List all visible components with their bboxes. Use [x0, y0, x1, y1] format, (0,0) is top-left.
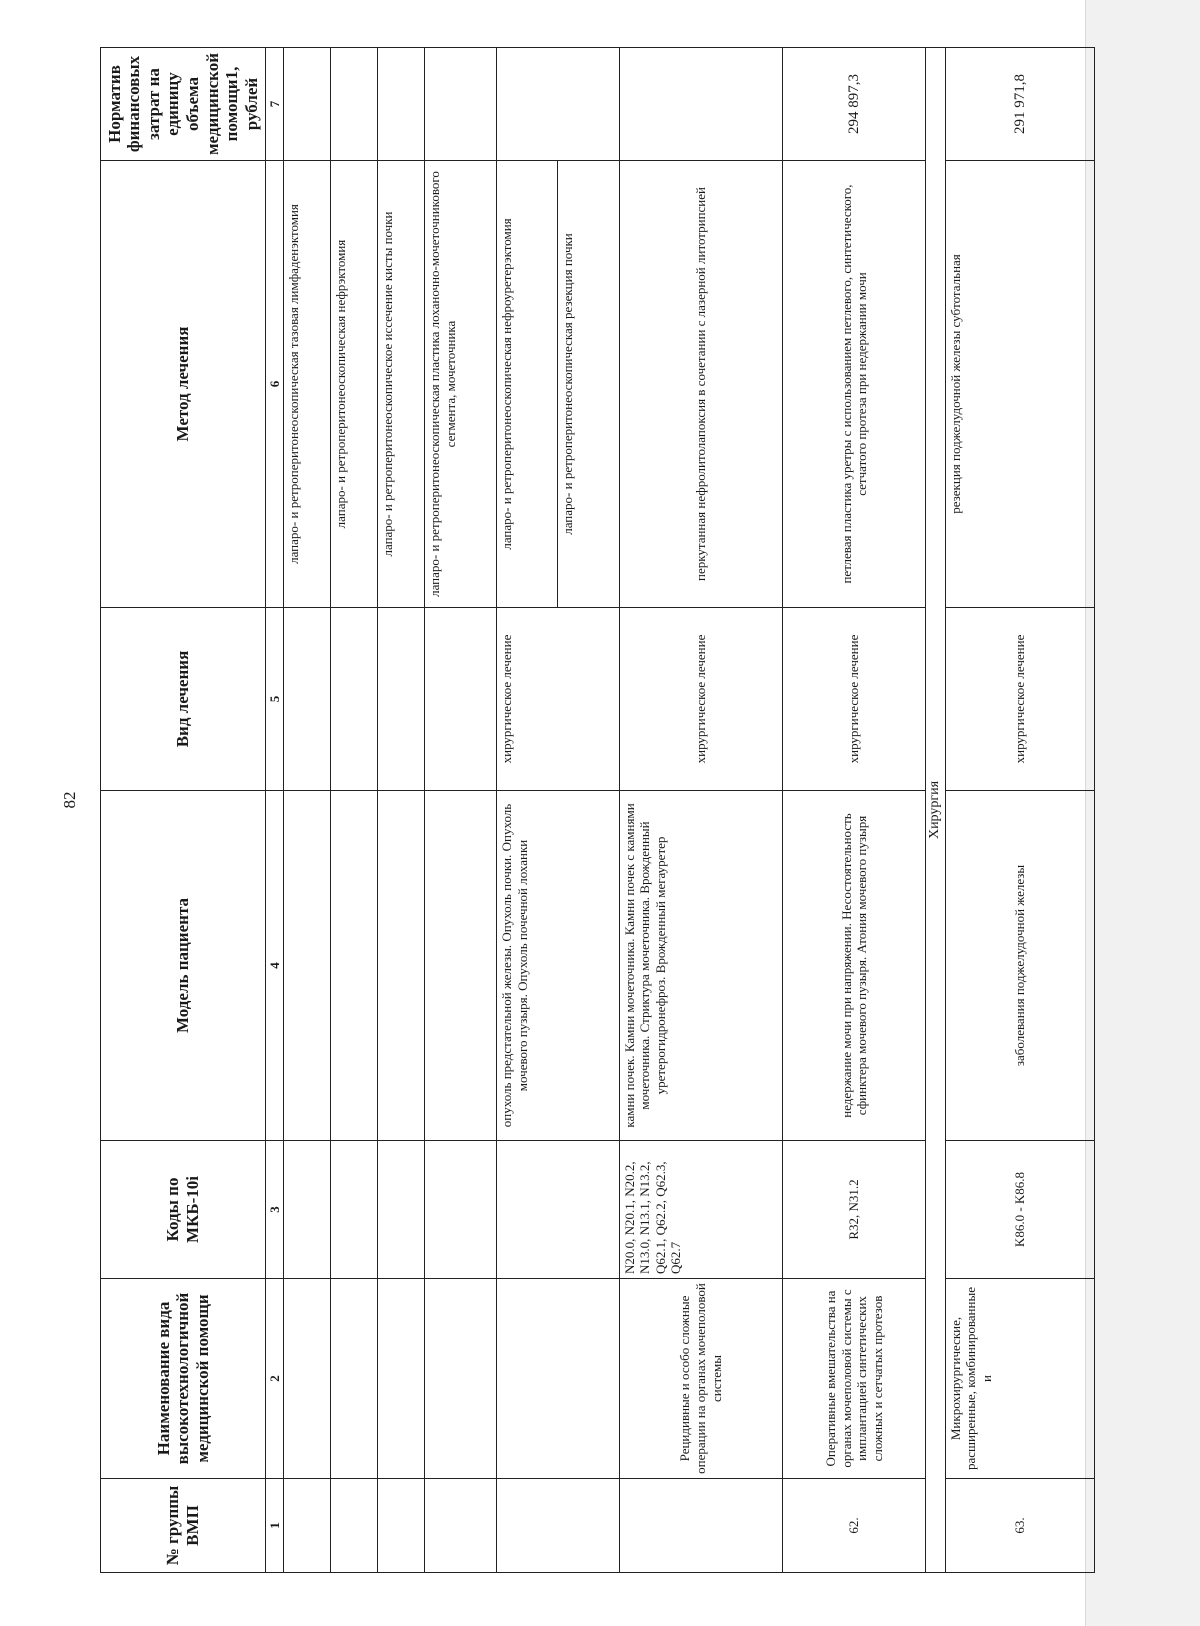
table-row	[378, 48, 425, 1573]
group-number-cell: 63.	[945, 1479, 1094, 1573]
method-cell: резекция поджелудочной железы субтотальная	[945, 161, 1094, 608]
header-row	[101, 48, 266, 1573]
vmp-table	[100, 47, 1095, 1573]
header-vmp-name: Наименование вида высокотехнологичной медицинской помощи	[101, 1279, 266, 1479]
page-number: 82	[60, 791, 79, 809]
patient-model-cell: опухоль предстательной железы. Опухоль почки. Опухоль мочевого пузыря. Опухоль почечной лоханки	[496, 791, 619, 1141]
treatment-type-cell: хирургическое лечение	[945, 608, 1094, 791]
vmp-name-cell: Микрохирургические, расширенные, комбинированные и	[945, 1279, 1094, 1479]
icd-codes-cell: K86.0 - K86.8	[945, 1141, 1094, 1279]
column-number: 6	[265, 161, 283, 608]
method-cell: лапаро- и ретроперитонеоскопическая нефроуретерэктомия	[496, 161, 557, 608]
patient-model-cell: камни почек. Камни мочеточника. Камни почек с камнями мочеточника. Стриктура мочеточника. Врожденный уретерогидронефроз. Врожденный мегауретер	[619, 791, 783, 1141]
patient-model-cell: заболевания поджелудочной железы	[945, 791, 1094, 1141]
header-cost-norm: Норматив финансовых затрат на единицу объема медицинской помощи1, рублей	[101, 48, 266, 161]
table-row	[331, 48, 378, 1573]
header-group-number: № группы ВМП	[101, 1479, 266, 1573]
method-cell: лапаро- и ретроперитонеоскопическая нефрэктомия	[331, 161, 378, 608]
treatment-type-cell: хирургическое лечение	[783, 608, 926, 791]
scan-margin	[1085, 0, 1200, 1626]
table-row-62	[783, 48, 926, 1573]
column-number-row	[265, 48, 283, 1573]
method-cell: лапаро- и ретроперитонеоскопическая резекция почки	[558, 161, 619, 608]
cost-cell: 294 897,3	[783, 48, 926, 161]
icd-codes-cell: N20.0, N20.1, N20.2, N13.0, N13.1, N13.2, Q62.1, Q62.2, Q62.3, Q62.7	[619, 1141, 783, 1279]
vmp-name-cell: Оперативные вмешательства на органах мочеполовой системы с имплантацией синтетических сложных и сетчатых протезов	[783, 1279, 926, 1479]
section-row	[926, 48, 945, 1573]
header-patient-model: Модель пациента	[101, 791, 266, 1141]
column-number: 7	[265, 48, 283, 161]
method-cell: лапаро- и ретроперитонеоскопическая тазовая лимфаденэктомия	[284, 161, 331, 608]
header-icd-codes: Коды по МКБ-10i	[101, 1141, 266, 1279]
method-cell: лапаро- и ретроперитонеоскопическое иссечение кисты почки	[378, 161, 425, 608]
method-cell: петлевая пластика уретры с использованием петлевого, синтетического, сетчатого протеза при недержании мочи	[783, 161, 926, 608]
rotated-table-wrapper	[100, 48, 1095, 1573]
column-number: 3	[265, 1141, 283, 1279]
table-row-63	[945, 48, 1094, 1573]
group-number-cell: 62.	[783, 1479, 926, 1573]
table-row	[284, 48, 331, 1573]
treatment-type-cell: хирургическое лечение	[496, 608, 619, 791]
column-number: 5	[265, 608, 283, 791]
patient-model-cell: недержание мочи при напряжении. Несостоятельность сфинктера мочевого пузыря. Атония мочевого пузыря	[783, 791, 926, 1141]
table-row-tumor	[496, 48, 557, 1573]
column-number: 2	[265, 1279, 283, 1479]
treatment-type-cell: хирургическое лечение	[619, 608, 783, 791]
table-row-stones	[619, 48, 783, 1573]
cost-cell: 291 971,8	[945, 48, 1094, 161]
vmp-name-cell: Рецидивные и особо сложные операции на органах мочеполовой системы	[619, 1279, 783, 1479]
column-number: 4	[265, 791, 283, 1141]
method-cell: перкутанная нефролитолапоксия в сочетании с лазерной литотрипсией	[619, 161, 783, 608]
header-treatment-type: Вид лечения	[101, 608, 266, 791]
icd-codes-cell: R32, N31.2	[783, 1141, 926, 1279]
section-title: Хирургия	[926, 48, 945, 1573]
header-treatment-method: Метод лечения	[101, 161, 266, 608]
column-number: 1	[265, 1479, 283, 1573]
table-row	[425, 48, 497, 1573]
method-cell: лапаро- и ретроперитонеоскопическая пластика лоханочно-мочеточникового сегмента, мочеточника	[425, 161, 497, 608]
